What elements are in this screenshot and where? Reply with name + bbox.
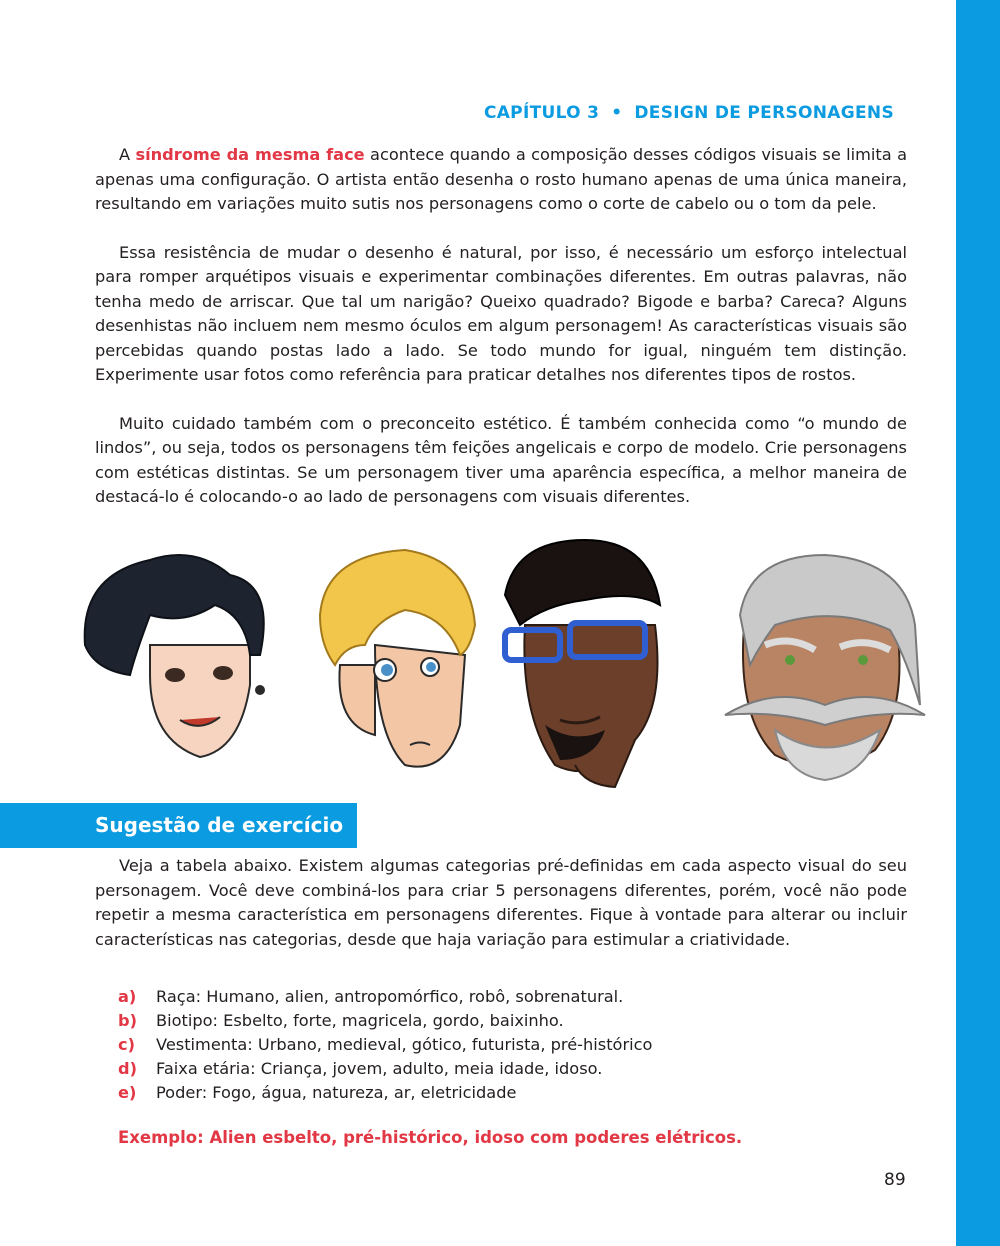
chapter-label: CAPÍTULO 3: [483, 103, 600, 123]
paragraph-2: Essa resistência de mudar o desenho é natural, por isso, é necessário um esforço intelectual para romper arquétipos visuais e experimentar combinações diferentes. Em outras palavras, não tenha medo de arriscar. Que tal um narigão? Queixo quadrado? Bigode e barba? Careca? Alguns desenhistas não incluem nem mesmo óculos em algum personagem! As características visuais são percebidas quando postas lado a lado. Se todo mundo for igual, ninguém tem distinção. Experimente usar fotos como referência para praticar detalhes nos diferentes tipos de rostos.: [95, 242, 907, 384]
character-faces-illustration: [75, 535, 935, 795]
list-item: e) Poder: Fogo, água, natureza, ar, eletricidade: [118, 1083, 517, 1102]
face-glasses-character: [505, 540, 660, 787]
exercise-section-banner: [0, 803, 357, 848]
example-line: Exemplo: Alien esbelto, pré-histórico, idoso com poderes elétricos.: [118, 1128, 743, 1147]
exercise-intro-text: Veja a tabela abaixo. Existem algumas categorias pré-definidas em cada aspecto visual do seu personagem. Você deve combiná-los para criar 5 personagens diferentes, porém, você não pode repetir a mesma característica em personagens diferentes. Fique à vontade para alterar ou incluir características nas categorias, desde que haja variação para estimular a criatividade.: [95, 856, 907, 949]
paragraph-1: A síndrome da mesma face acontece quando a composição desses códigos visuais se limita a apenas uma configuração. O artista então desenha o rosto humano apenas de uma única maneira, resultando em variações muito sutis nos personagens como o corte de cabelo ou o tom da pele.: [95, 145, 907, 213]
list-item: d) Faixa etária: Criança, jovem, adulto, meia idade, idoso.: [118, 1059, 603, 1078]
category-list: [118, 985, 918, 1105]
list-item: c) Vestimenta: Urbano, medieval, gótico, futurista, pré-histórico: [118, 1035, 653, 1054]
side-color-bar: [956, 0, 1000, 1246]
face-young-character: [85, 555, 265, 757]
exercise-intro: [95, 854, 907, 952]
body-text: [95, 143, 907, 510]
paragraph-3: Muito cuidado também com o preconceito estético. É também conhecida como “o mundo de lindos”, ou seja, todos os personagens têm feições angelicais e corpo de modelo. Crie personagens com estéticas distintas. Se um personagem tiver uma aparência específica, a melhor maneira de destacá-lo é colocando-o ao lado de personagens com visuais diferentes.: [95, 413, 907, 506]
list-item: b) Biotipo: Esbelto, forte, magricela, gordo, baixinho.: [118, 1011, 564, 1030]
highlight-term: síndrome da mesma face: [135, 145, 365, 164]
section-title: Sugestão de exercício: [95, 813, 344, 837]
page-number: 89: [884, 1170, 906, 1190]
list-item: a) Raça: Humano, alien, antropomórfico, robô, sobrenatural.: [118, 987, 624, 1006]
face-blond-character: [320, 550, 475, 767]
chapter-title: DESIGN DE PERSONAGENS: [634, 103, 894, 123]
face-elder-character: [725, 555, 925, 780]
header-separator: •: [611, 103, 623, 123]
chapter-header: [484, 103, 894, 123]
